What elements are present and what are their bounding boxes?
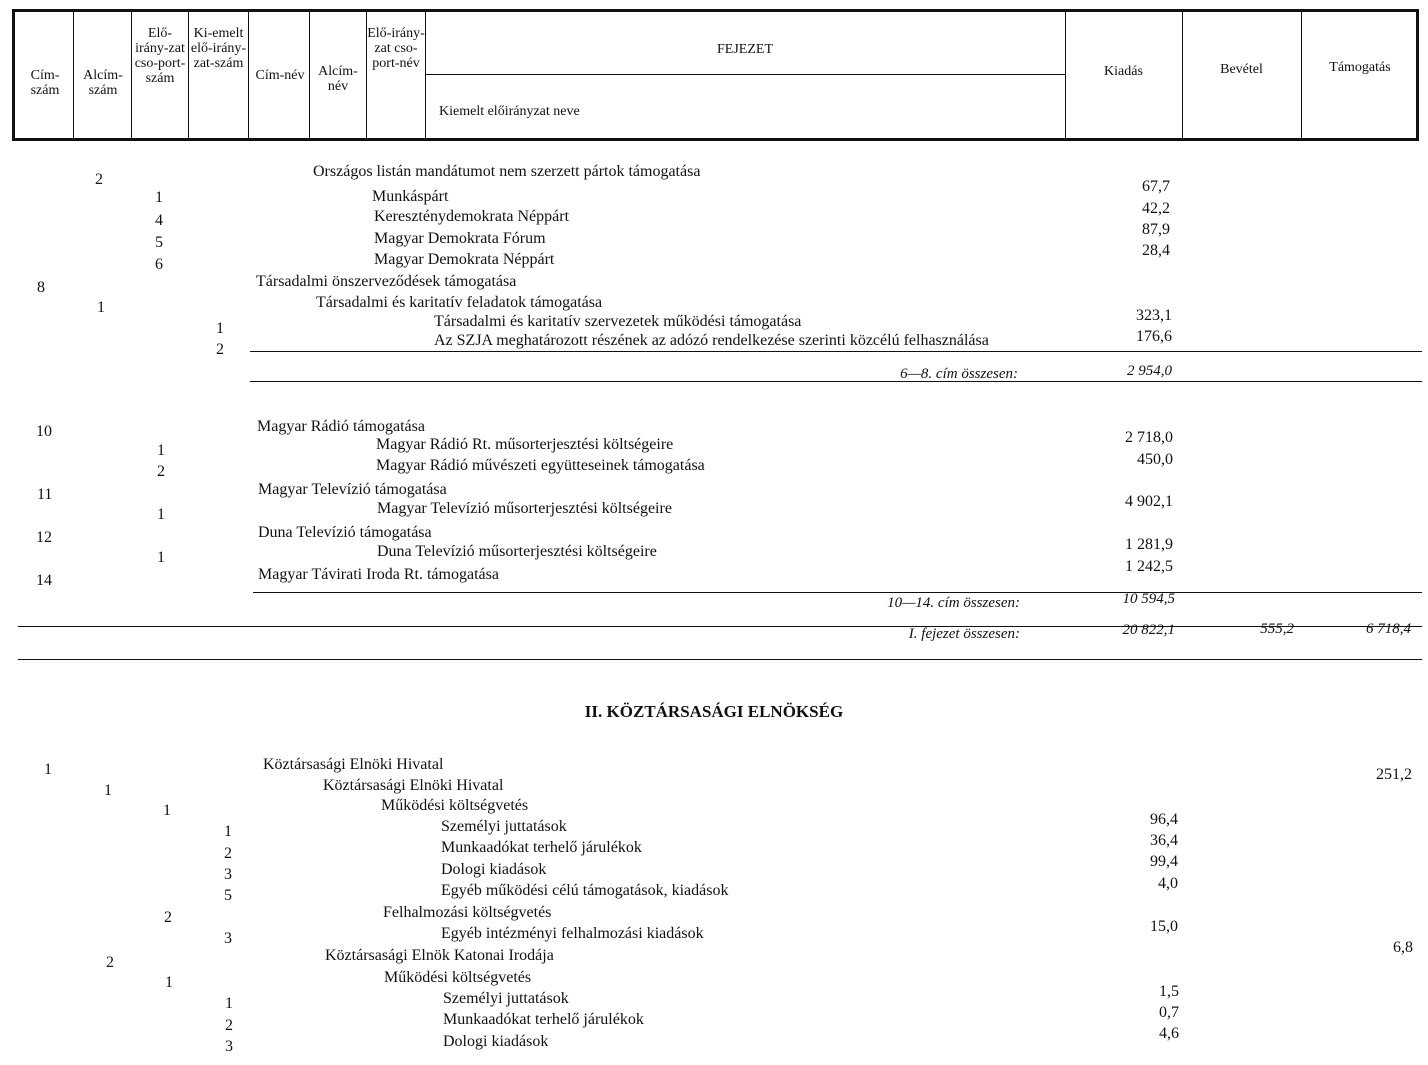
fejezet-divider: [425, 74, 1065, 75]
row-number: 3: [225, 1038, 233, 1055]
column-divider: [1301, 12, 1302, 138]
table-header: [12, 9, 1419, 141]
row-name: Magyar Demokrata Fórum: [374, 230, 546, 247]
total-kiadas: 20 822,1: [1122, 622, 1175, 638]
row-number: 5: [224, 887, 232, 904]
row-name: Munkaadókat terhelő járulékok: [443, 1011, 644, 1028]
row-number: 1: [97, 299, 105, 316]
subtotal-rule: [253, 592, 1422, 593]
row-kiadas: 28,4: [1142, 242, 1170, 259]
header-tamogatas: Támogatás: [1329, 60, 1391, 75]
row-name: Személyi juttatások: [441, 818, 567, 835]
total-rule: [18, 659, 1422, 660]
row-kiadas: 4 902,1: [1125, 493, 1173, 510]
row-number: 2: [216, 341, 224, 358]
row-number: 1: [44, 761, 52, 778]
row-name: Köztársasági Elnök Katonai Irodája: [325, 947, 554, 964]
row-name: Kereszténydemokrata Néppárt: [374, 208, 570, 225]
row-kiadas: 15,0: [1150, 918, 1178, 935]
row-number: 8: [37, 279, 45, 296]
row-name: Egyéb intézményi felhalmozási kiadások: [441, 925, 704, 942]
row-number: 12: [36, 529, 52, 546]
row-number: 2: [95, 171, 103, 188]
header-cim-nev: Cím-név: [255, 68, 305, 83]
row-name: Dologi kiadások: [441, 861, 547, 878]
row-kiadas: 1 281,9: [1125, 536, 1173, 553]
row-name: Munkáspárt: [372, 188, 449, 205]
row-name: Köztársasági Elnöki Hivatal: [263, 756, 444, 773]
row-number: 2: [164, 909, 172, 926]
subtotal-rule: [250, 381, 1422, 382]
row-kiadas: 176,6: [1136, 328, 1172, 345]
row-kiadas: 36,4: [1150, 832, 1178, 849]
header-fejezet: FEJEZET: [717, 42, 773, 57]
row-number: 4: [155, 212, 163, 229]
row-number: 6: [155, 256, 163, 273]
row-name: Magyar Rádió Rt. műsorterjesztési költségeire: [376, 436, 674, 453]
header-kiadas: Kiadás: [1104, 64, 1143, 79]
row-number: 10: [36, 423, 52, 440]
row-name: Társadalmi és karitatív feladatok támogatása: [316, 294, 603, 311]
row-kiadas: 1 242,5: [1125, 558, 1173, 575]
row-kiadas: 96,4: [1150, 811, 1178, 828]
column-divider: [309, 12, 310, 138]
subtotal-kiadas: 10 594,5: [1122, 591, 1175, 607]
row-number: 1: [224, 823, 232, 840]
column-divider: [73, 12, 74, 138]
header-eloiranyzat-csoport-nev: Elő-irány-zat cso-port-név: [367, 26, 425, 71]
row-kiadas: 4,6: [1159, 1025, 1179, 1042]
row-name: Köztársasági Elnöki Hivatal: [323, 777, 504, 794]
row-number: 5: [155, 234, 163, 251]
row-name: Országos listán mandátumot nem szerzett pártok támogatása: [313, 163, 701, 180]
row-number: 2: [157, 463, 165, 480]
row-name: Duna Televízió támogatása: [258, 524, 432, 541]
row-number: 1: [157, 442, 165, 459]
row-name: Magyar Televízió műsorterjesztési költségeire: [377, 500, 672, 517]
row-number: 1: [163, 802, 171, 819]
row-kiadas: 450,0: [1137, 451, 1173, 468]
row-kiadas: 0,7: [1159, 1004, 1179, 1021]
subtotal-rule: [250, 351, 1422, 352]
row-name: Működési költségvetés: [381, 797, 529, 814]
total-bevetel: 555,2: [1260, 621, 1294, 637]
row-number: 1: [157, 506, 165, 523]
column-divider: [425, 12, 426, 138]
row-number: 11: [37, 486, 53, 503]
row-kiadas: 1,5: [1159, 983, 1179, 1000]
row-number: 2: [224, 845, 232, 862]
row-tamogatas: 251,2: [1376, 766, 1412, 783]
row-number: 1: [225, 995, 233, 1012]
header-eloiranyzat-csoport-szam: Elő-irány-zat cso-port-szám: [134, 26, 186, 86]
row-kiadas: 4,0: [1158, 875, 1178, 892]
row-name: Dologi kiadások: [443, 1033, 549, 1050]
header-alcim-nev: Alcím-név: [318, 64, 358, 94]
header-kiemelt-eloiranyzat-szam: Ki-emelt elő-irány-zat-szám: [190, 26, 247, 71]
row-name: Működési költségvetés: [384, 969, 532, 986]
row-name: Egyéb működési célú támogatások, kiadások: [441, 882, 729, 899]
row-number: 1: [104, 782, 112, 799]
row-name: Magyar Távirati Iroda Rt. támogatása: [258, 566, 499, 583]
row-tamogatas: 6,8: [1393, 939, 1413, 956]
row-name: Magyar Demokrata Néppárt: [374, 251, 555, 268]
row-name: Az SZJA meghatározott részének az adózó rendelkezése szerinti közcélú felhasználása: [434, 332, 989, 349]
row-kiadas: 99,4: [1150, 853, 1178, 870]
header-alcim-szam: Alcím-szám: [83, 68, 123, 98]
row-number: 1: [155, 189, 163, 206]
row-name: Felhalmozási költségvetés: [383, 904, 552, 921]
row-kiadas: 87,9: [1142, 221, 1170, 238]
row-number: 1: [165, 974, 173, 991]
row-name: Duna Televízió műsorterjesztési költségeire: [377, 543, 657, 560]
total-tamogatas: 6 718,4: [1366, 621, 1411, 637]
subtotal-kiadas: 2 954,0: [1127, 363, 1172, 379]
header-kiemelt-eloiranyzat-neve: Kiemelt előirányzat neve: [439, 104, 580, 119]
row-name: Magyar Televízió támogatása: [258, 481, 447, 498]
row-name: Társadalmi és karitatív szervezetek működési támogatása: [434, 313, 802, 330]
row-kiadas: 67,7: [1142, 178, 1170, 195]
row-number: 2: [106, 954, 114, 971]
row-name: Magyar Rádió művészeti együtteseinek támogatása: [376, 457, 705, 474]
row-number: 1: [157, 549, 165, 566]
row-number: 3: [224, 930, 232, 947]
row-number: 1: [216, 320, 224, 337]
total-label: I. fejezet összesen:: [908, 626, 1020, 642]
header-bevetel: Bevétel: [1220, 62, 1263, 77]
subtotal-label: 10—14. cím összesen:: [887, 595, 1020, 611]
row-kiadas: 42,2: [1142, 200, 1170, 217]
row-name: Munkaadókat terhelő járulékok: [441, 839, 642, 856]
section-title: II. KÖZTÁRSASÁGI ELNÖKSÉG: [584, 702, 844, 721]
header-cim-szam: Cím-szám: [30, 68, 60, 98]
row-number: 14: [36, 572, 52, 589]
row-name: Magyar Rádió támogatása: [257, 418, 425, 435]
row-kiadas: 323,1: [1136, 307, 1172, 324]
column-divider: [248, 12, 249, 138]
row-kiadas: 2 718,0: [1125, 429, 1173, 446]
row-name: Személyi juttatások: [443, 990, 569, 1007]
row-number: 2: [225, 1017, 233, 1034]
subtotal-label: 6—8. cím összesen:: [900, 366, 1018, 382]
row-number: 3: [224, 866, 232, 883]
row-name: Társadalmi önszerveződések támogatása: [256, 273, 517, 290]
